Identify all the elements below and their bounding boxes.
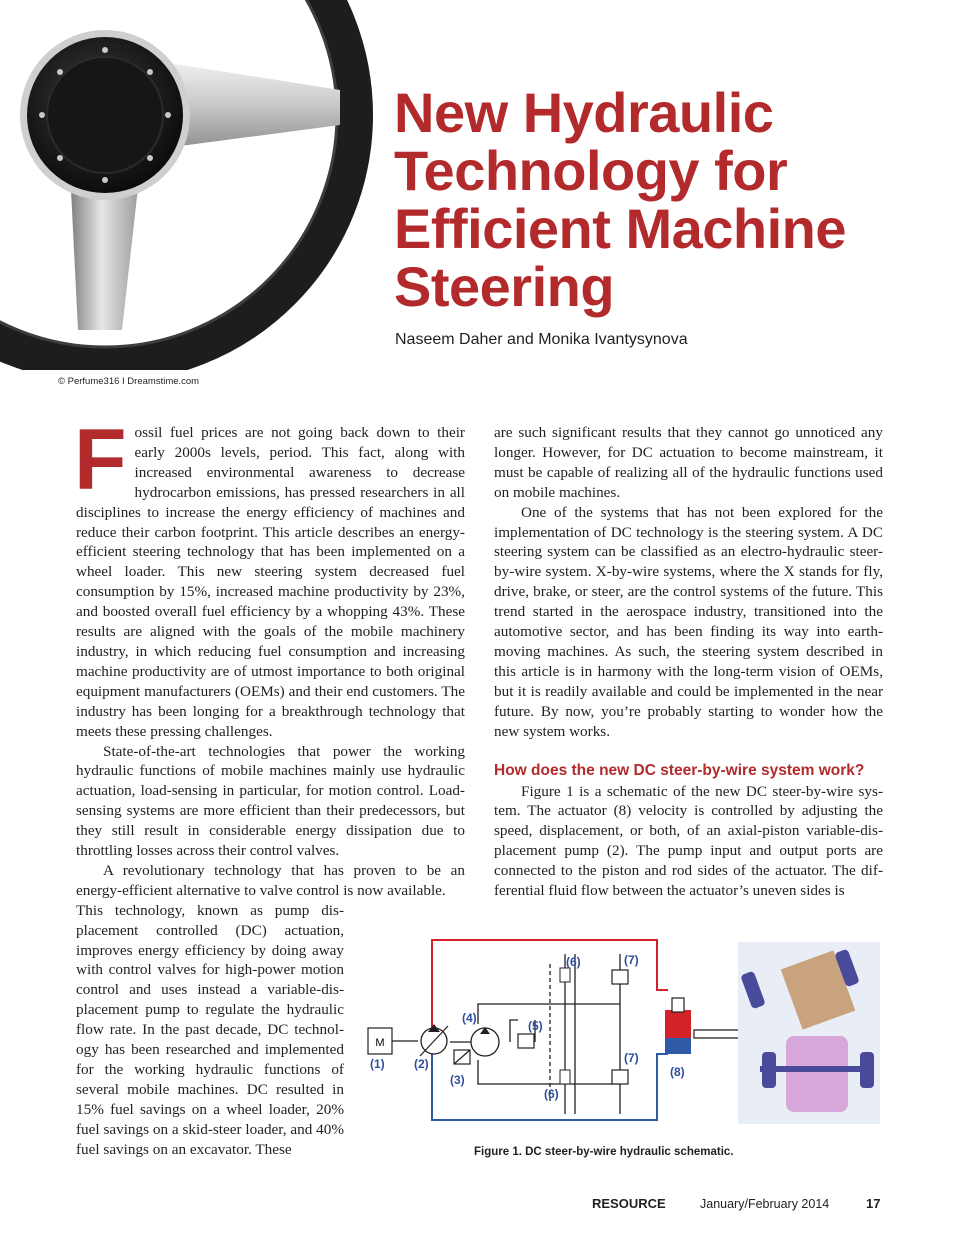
article-title: New Hydraulic Technology for Efficient Machine Steering: [394, 81, 847, 318]
label-5: (5): [528, 1019, 543, 1033]
vehicle-rear-body: [786, 1036, 848, 1112]
footer-magazine: RESOURCE: [592, 1196, 666, 1211]
hydraulic-schematic-figure: [360, 934, 895, 1134]
paragraph-revolutionary: A revolutionary technology that has proven to be an energy-efficient alternative to valve control is now available.: [76, 861, 465, 899]
paragraph-results: are such significant results that they cannot go unnoticed any longer. However, for DC actuation to become mainstream, it must be capable of realizing all of the hydraulic functions used on mobile machines.: [494, 424, 883, 501]
paragraph-schematic: Figure 1 is a schematic of the new DC steer-by-wire system. The actuator (8) velocity is controlled by adjusting the speed, displacement, or both, of an axial-piston variable-displacement pump (2). The pump input and output ports are connected to the piston and rod sides of the actuator. The differential fluid flow between the actuator’s uneven sides is: [494, 782, 883, 900]
paragraph-intro-text: ossil fuel prices are not going back down to their early 2000s levels, period. This fact, along with increased environmental awareness to decrease hydrocarbon emissions, has pressed researchers in all disciplines to increase the energy efficiency of machines and reduce their carbon footprint. This article describes an energy-efficient steering technology that has been implemented on a wheel loader. This new steering system decreased fuel consumption by 15%, increased machine productivity by 23%, and boosted overall fuel efficiency by a whopping 43%. These results are aligned with the goals of the mobile machinery industry, in which reducing fuel consumption and increasing machine productivity are of utmost importance to both original equipment manufacturers (OEMs) and their end customers. The industry has been longing for a breakthrough technology that meets these pressing challenges.: [76, 424, 465, 740]
drop-cap: F: [74, 412, 127, 508]
label-7-top: (7): [624, 953, 639, 967]
paragraph-steering-system: One of the systems that has not been explored for the implementation of DC technology is the steering system. A DC steering system can be classified as an electro-hydraulic steer-by-wire system. X-by-wire systems, where the X stands for fly, drive, brake, or steer, are the control systems of the future. This trend started in the aerospace industry, transitioned into the automotive sector, and has been finding its way into earth-moving machines. As such, the steering system described in this article is in harmony with the long-term vision of OEMs, but it is readily available and could be implemented in the near future. By now, you’re probably starting to wonder how the new system works.: [494, 503, 883, 740]
label-1: (1): [370, 1057, 385, 1071]
label-4: (4): [462, 1011, 477, 1025]
paragraph-intro: [74, 412, 465, 742]
footer-date: January/February 2014: [700, 1197, 830, 1211]
photo-credit: © Perfume316 I Dreamstime.com: [58, 376, 200, 387]
label-6-bottom: (6): [544, 1087, 559, 1101]
right-column: [494, 423, 883, 901]
paragraph-state-of-the-art: State-of-the-art technologies that power the working hydraulic functions of mobile machines mainly use hydraulic actuation, load-sensing in particular, for motion control. Load-sensing systems are more efficient than their predecessors, but they still result in considerable energy dissipation due to throttling losses across their control valves.: [76, 742, 465, 860]
label-6-top: (6): [566, 955, 581, 969]
motor-label: M: [375, 1037, 385, 1049]
label-8: (8): [670, 1065, 685, 1079]
figure-caption: Figure 1. DC steer-by-wire hydraulic schematic.: [474, 1146, 734, 1158]
label-3: (3): [450, 1073, 465, 1087]
page-number: 17: [866, 1196, 881, 1211]
actuator-rod-side: [665, 1038, 691, 1054]
paragraph-dc-technology: This technology, known as pump displacement controlled (DC) actuation, improves energy efficiency by doing away with control valves for high-power motion control and uses instead a variable-displacement pump to regulate the hydraulic flow rate. In the past decade, DC technology has been researched and implemented for the working hydraulic functions of several mobile machines. DC resulted in 15% fuel savings on a wheel loader, 20% fuel savings on a skid-steer loader, and 40% fuel savings on an excavator. These: [76, 901, 344, 1158]
label-2: (2): [414, 1057, 429, 1071]
label-7-bottom: (7): [624, 1051, 639, 1065]
article-authors: Naseem Daher and Monika Ivantysynova: [395, 331, 688, 348]
section-heading: How does the new DC steer-by-wire system work?: [494, 761, 865, 779]
steering-wheel-illustration: [0, 0, 380, 370]
